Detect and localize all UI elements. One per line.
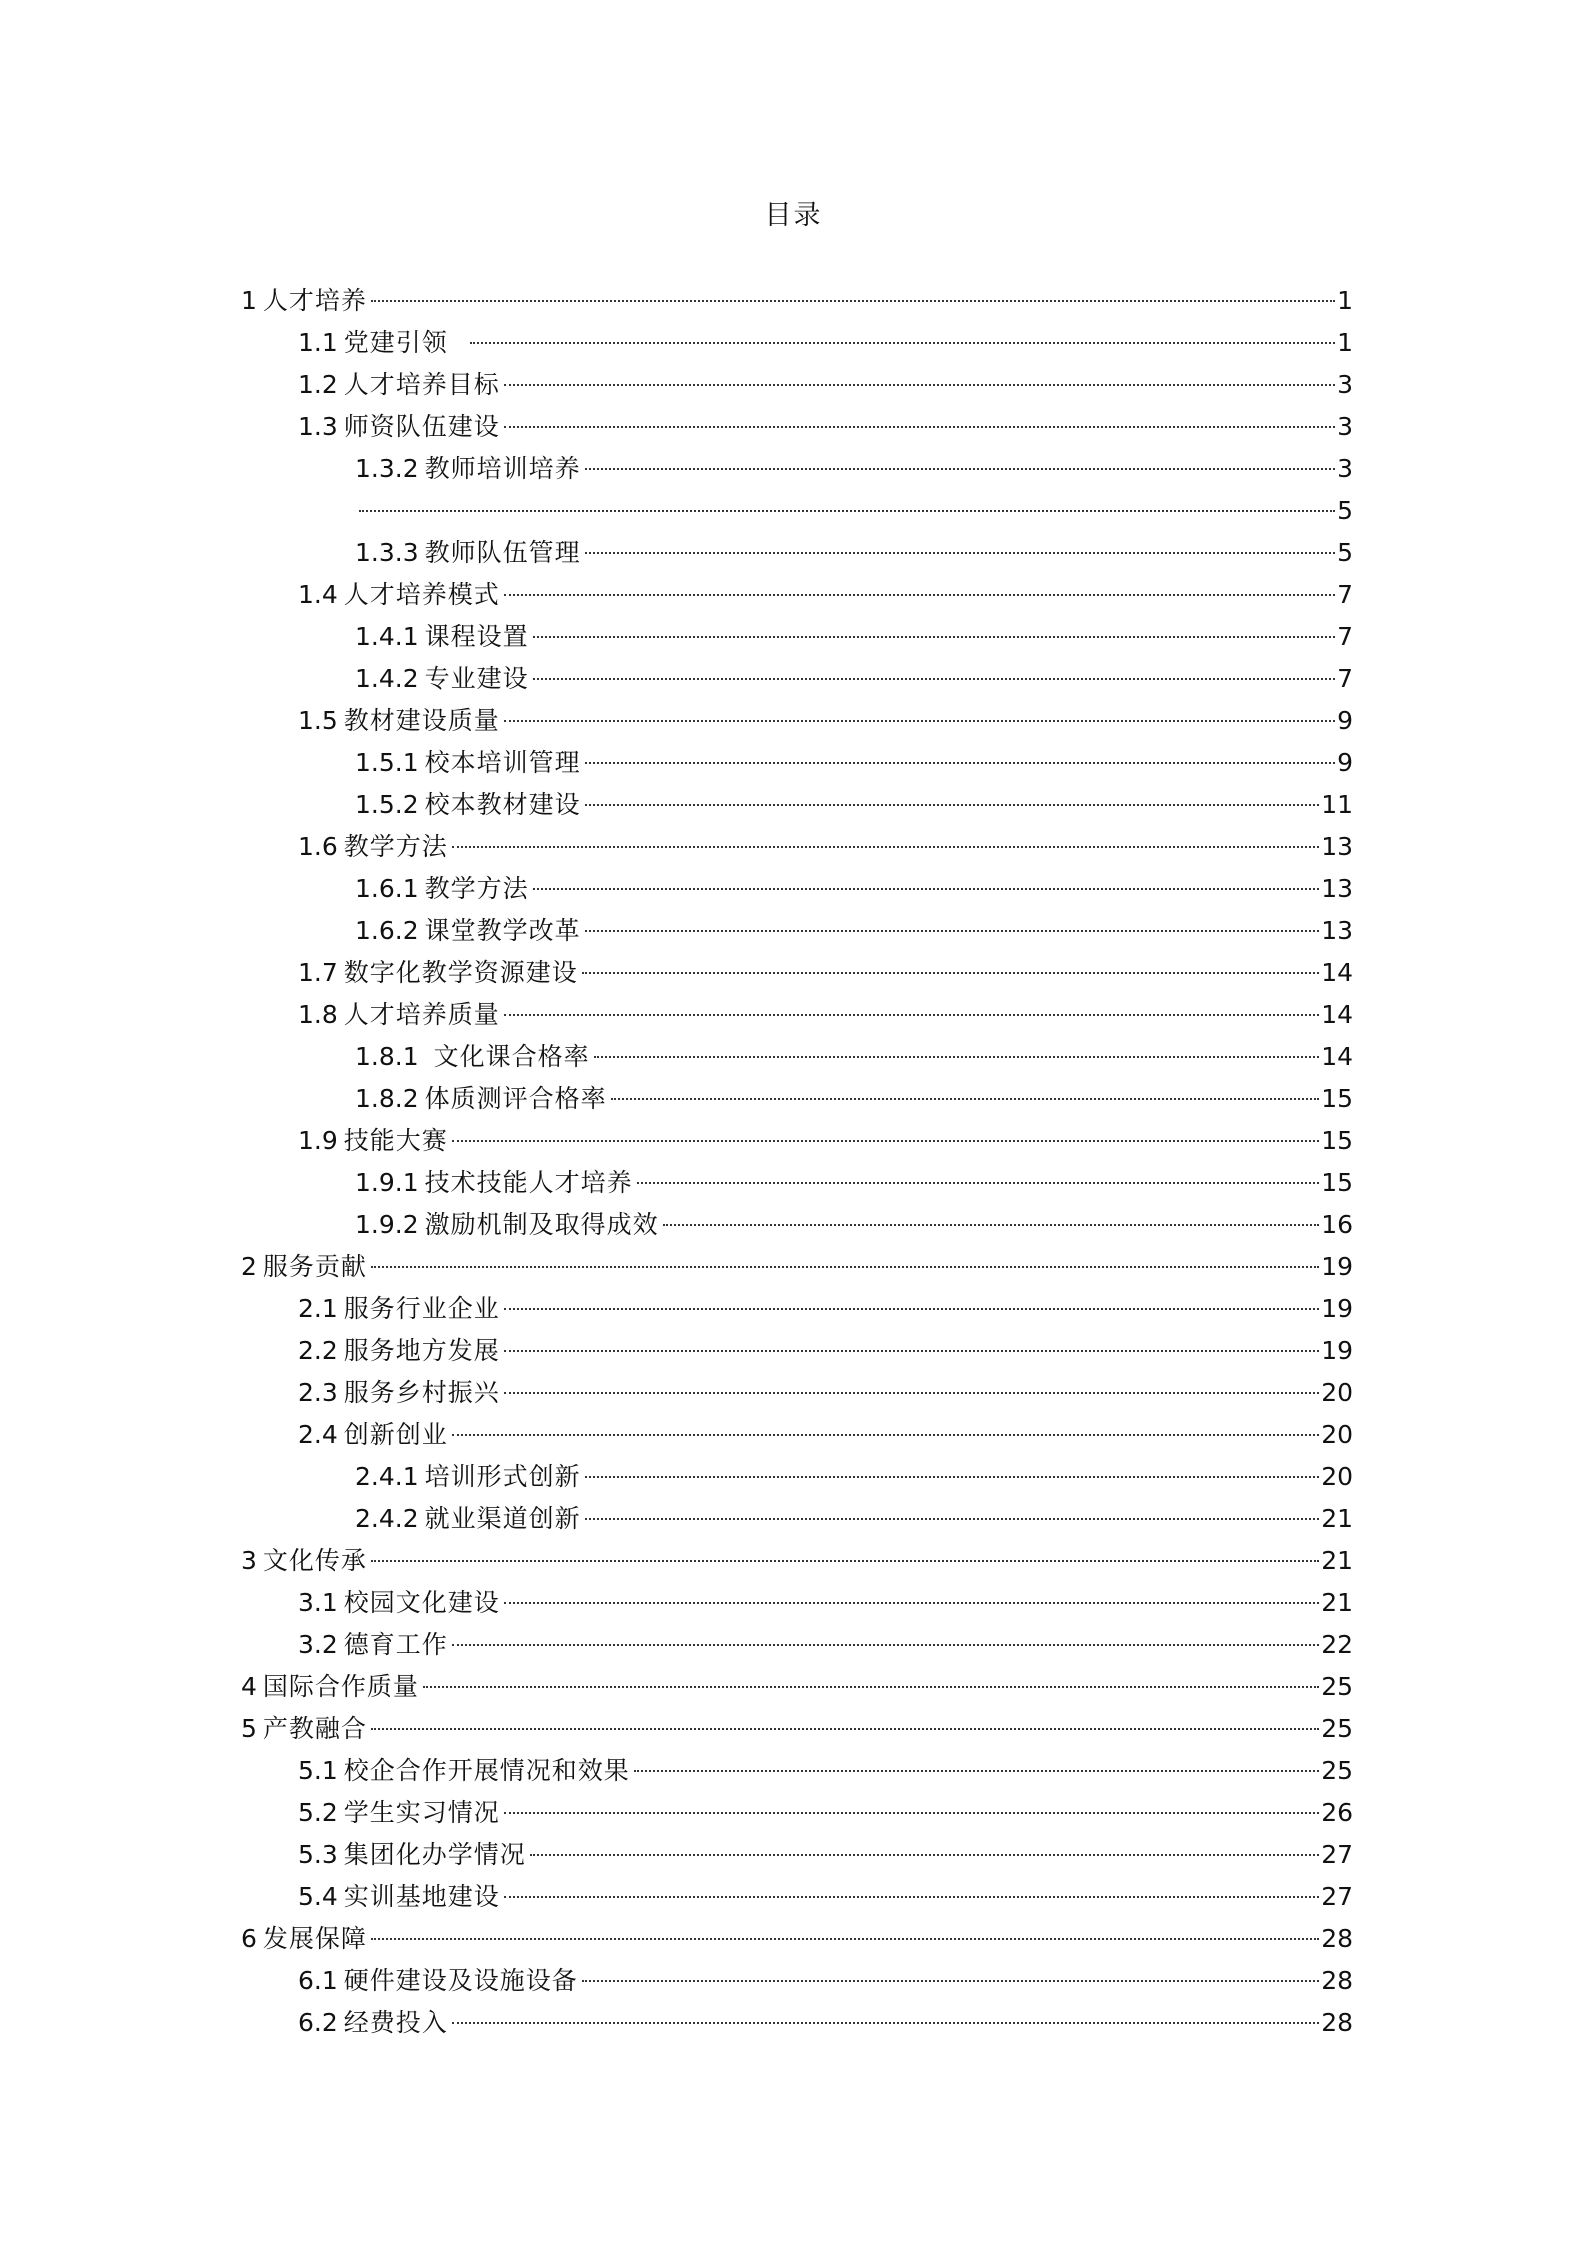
toc-dot-leader	[585, 1476, 1320, 1478]
toc-entry-row	[298, 1876, 1353, 1918]
toc-entry-number: 1.3.3	[355, 538, 419, 567]
toc-entry[interactable]	[0, 826, 1587, 868]
toc-dot-leader	[452, 1644, 1319, 1646]
toc-entry-text: 学生实习情况	[343, 1798, 500, 1827]
toc-entry[interactable]	[0, 1540, 1587, 1582]
toc-dot-leader	[611, 1098, 1320, 1100]
toc-entry[interactable]	[0, 1414, 1587, 1456]
toc-entry-row	[355, 1162, 1353, 1204]
toc-entry-text: 人才培养	[262, 286, 367, 315]
toc-entry-number: 1.9.1	[355, 1168, 419, 1197]
toc-entry-page-number: 19	[1321, 1294, 1353, 1323]
toc-entry-text: 产教融合	[262, 1714, 367, 1743]
toc-entry-number: 1.3	[298, 412, 338, 441]
toc-entry-row	[355, 658, 1353, 700]
toc-dot-leader	[504, 1812, 1319, 1814]
toc-dot-leader	[663, 1224, 1320, 1226]
toc-dot-leader	[533, 678, 1335, 680]
toc-entry-text: 服务地方发展	[343, 1336, 500, 1365]
toc-entry-page-number: 26	[1321, 1798, 1353, 1827]
toc-entry-number: 1.9.2	[355, 1210, 419, 1239]
toc-entry-page-number: 1	[1337, 328, 1353, 357]
toc-entry[interactable]	[0, 1120, 1587, 1162]
toc-dot-leader	[371, 1560, 1319, 1562]
toc-dot-leader	[504, 1392, 1319, 1394]
toc-entry-row	[355, 1036, 1353, 1078]
toc-entry-text: 课程设置	[424, 622, 529, 651]
toc-entry-row	[298, 826, 1353, 868]
toc-dot-leader	[582, 972, 1319, 974]
toc-entry-row	[298, 1414, 1353, 1456]
toc-dot-leader	[533, 888, 1320, 890]
toc-entry-number: 1.6.1	[355, 874, 419, 903]
toc-entry-row	[241, 1918, 1353, 1960]
toc-entry-text: 专业建设	[424, 664, 529, 693]
toc-entry-text: 培训形式创新	[424, 1462, 581, 1491]
toc-dot-leader	[359, 510, 1335, 512]
toc-entry-text: 经费投入	[343, 2008, 448, 2037]
toc-entry-row	[241, 1540, 1353, 1582]
toc-entry-text: 校本教材建设	[424, 790, 581, 819]
toc-entry-row	[355, 490, 1353, 532]
toc-entry-text: 师资队伍建设	[343, 412, 500, 441]
toc-entry-page-number: 13	[1321, 874, 1353, 903]
toc-dot-leader	[585, 762, 1335, 764]
toc-entry-page-number: 11	[1321, 790, 1353, 819]
toc-entry[interactable]	[0, 2002, 1587, 2044]
toc-entry-text: 人才培养质量	[343, 1000, 500, 1029]
toc-entry-text: 技能大赛	[343, 1126, 448, 1155]
toc-dot-leader	[634, 1770, 1319, 1772]
toc-entry-row	[355, 1456, 1353, 1498]
toc-entry-page-number: 19	[1321, 1336, 1353, 1365]
toc-entry-text: 校园文化建设	[343, 1588, 500, 1617]
toc-dot-leader	[504, 1896, 1319, 1898]
toc-entry-text: 文化传承	[262, 1546, 367, 1575]
toc-dot-leader	[594, 1056, 1320, 1058]
toc-entry-row	[298, 406, 1353, 448]
toc-entry-row	[298, 1750, 1353, 1792]
toc-entry-page-number: 20	[1321, 1420, 1353, 1449]
toc-entry-number: 1.7	[298, 958, 338, 987]
toc-entry[interactable]	[0, 1834, 1587, 1876]
toc-dot-leader	[452, 2022, 1319, 2024]
toc-entry[interactable]	[0, 616, 1587, 658]
toc-entry-text: 集团化办学情况	[343, 1840, 526, 1869]
toc-entry-row	[298, 994, 1353, 1036]
toc-entry-page-number: 5	[1337, 496, 1353, 525]
toc-entry-number: 1.4.2	[355, 664, 419, 693]
toc-entry[interactable]	[0, 700, 1587, 742]
toc-entry[interactable]	[0, 1288, 1587, 1330]
toc-entry-number: 1.6	[298, 832, 338, 861]
toc-dot-leader	[504, 594, 1335, 596]
toc-entry-page-number: 19	[1321, 1252, 1353, 1281]
toc-entry-page-number: 3	[1337, 370, 1353, 399]
toc-entry-text: 人才培养目标	[343, 370, 500, 399]
toc-list	[0, 280, 1587, 2044]
toc-entry[interactable]	[0, 1960, 1587, 2002]
toc-entry-page-number: 14	[1321, 958, 1353, 987]
toc-entry-row	[298, 1372, 1353, 1414]
toc-entry-text: 实训基地建设	[343, 1882, 500, 1911]
toc-dot-leader	[530, 1854, 1319, 1856]
toc-entry-text: 服务贡献	[262, 1252, 367, 1281]
toc-entry-number: 6.2	[298, 2008, 338, 2037]
toc-entry[interactable]	[0, 364, 1587, 406]
toc-entry[interactable]	[0, 1750, 1587, 1792]
toc-entry-text: 教师培训培养	[424, 454, 581, 483]
toc-entry-row	[241, 1666, 1353, 1708]
toc-entry[interactable]	[0, 322, 1587, 364]
toc-entry-page-number: 7	[1337, 580, 1353, 609]
toc-dot-leader	[585, 804, 1320, 806]
toc-entry[interactable]	[0, 1708, 1587, 1750]
toc-entry-text: 教学方法	[424, 874, 529, 903]
toc-entry-number: 5.3	[298, 1840, 338, 1869]
toc-entry-number: 2	[241, 1252, 257, 1281]
toc-dot-leader	[371, 1728, 1319, 1730]
toc-entry-number: 1.5.2	[355, 790, 419, 819]
toc-dot-leader	[504, 426, 1335, 428]
toc-dot-leader	[585, 1518, 1320, 1520]
toc-entry[interactable]	[0, 952, 1587, 994]
toc-entry[interactable]	[0, 574, 1587, 616]
toc-entry-text: 人才培养模式	[343, 580, 500, 609]
toc-entry-page-number: 7	[1337, 622, 1353, 651]
toc-entry-page-number: 25	[1321, 1714, 1353, 1743]
toc-entry[interactable]	[0, 1078, 1587, 1120]
toc-entry-number: 1.1	[298, 328, 338, 357]
toc-entry-number: 1.3.2	[355, 454, 419, 483]
toc-entry-text: 文化课合格率	[424, 1042, 590, 1071]
toc-dot-leader	[371, 1938, 1319, 1940]
toc-dot-leader	[452, 1140, 1319, 1142]
toc-entry-text: 德育工作	[343, 1630, 448, 1659]
toc-entry-text: 发展保障	[262, 1924, 367, 1953]
toc-entry[interactable]	[0, 1036, 1587, 1078]
toc-entry[interactable]	[0, 1666, 1587, 1708]
toc-entry[interactable]	[0, 658, 1587, 700]
toc-entry-number: 5	[241, 1714, 257, 1743]
toc-dot-leader	[504, 1602, 1319, 1604]
toc-entry[interactable]	[0, 1624, 1587, 1666]
toc-entry-page-number: 25	[1321, 1756, 1353, 1785]
toc-entry-row	[298, 952, 1353, 994]
toc-entry-page-number: 20	[1321, 1378, 1353, 1407]
toc-entry-row	[241, 1246, 1353, 1288]
toc-entry[interactable]	[0, 1876, 1587, 1918]
toc-entry-number: 1.9	[298, 1126, 338, 1155]
toc-entry[interactable]	[0, 1330, 1587, 1372]
toc-entry-row	[298, 2002, 1353, 2044]
toc-entry-number: 1.6.2	[355, 916, 419, 945]
toc-entry[interactable]	[0, 490, 1587, 532]
toc-entry[interactable]	[0, 1246, 1587, 1288]
toc-entry-page-number: 15	[1321, 1126, 1353, 1155]
toc-entry-number: 6	[241, 1924, 257, 1953]
toc-entry-row	[298, 1582, 1353, 1624]
toc-entry-page-number: 21	[1321, 1588, 1353, 1617]
toc-entry-row	[298, 1792, 1353, 1834]
toc-dot-leader	[504, 720, 1335, 722]
toc-entry-number: 2.4	[298, 1420, 338, 1449]
toc-entry[interactable]	[0, 406, 1587, 448]
toc-entry-text: 教师队伍管理	[424, 538, 581, 567]
toc-entry-page-number: 21	[1321, 1546, 1353, 1575]
toc-entry[interactable]	[0, 742, 1587, 784]
toc-entry[interactable]	[0, 1582, 1587, 1624]
toc-entry-number: 3.2	[298, 1630, 338, 1659]
toc-entry-row	[298, 1330, 1353, 1372]
toc-entry-row	[298, 1288, 1353, 1330]
toc-dot-leader	[423, 1686, 1319, 1688]
toc-entry-row	[241, 280, 1353, 322]
toc-entry-text: 数字化教学资源建设	[343, 958, 578, 987]
toc-dot-leader	[452, 846, 1319, 848]
toc-entry-page-number: 9	[1337, 706, 1353, 735]
toc-entry-number: 2.2	[298, 1336, 338, 1365]
toc-entry-row	[298, 1960, 1353, 2002]
toc-entry-text: 党建引领	[343, 328, 466, 357]
toc-entry-page-number: 7	[1337, 664, 1353, 693]
toc-entry-row	[298, 322, 1353, 364]
toc-entry-page-number: 13	[1321, 832, 1353, 861]
toc-entry-page-number: 1	[1337, 286, 1353, 315]
toc-entry-page-number: 27	[1321, 1840, 1353, 1869]
toc-entry-row	[298, 1834, 1353, 1876]
toc-dot-leader	[533, 636, 1335, 638]
toc-entry-text: 国际合作质量	[262, 1672, 419, 1701]
toc-entry-number: 5.4	[298, 1882, 338, 1911]
toc-entry-page-number: 22	[1321, 1630, 1353, 1659]
toc-entry[interactable]	[0, 1456, 1587, 1498]
toc-entry-number: 3.1	[298, 1588, 338, 1617]
toc-entry-page-number: 3	[1337, 454, 1353, 483]
toc-entry-page-number: 13	[1321, 916, 1353, 945]
toc-entry-number: 2.4.2	[355, 1504, 419, 1533]
toc-dot-leader	[470, 342, 1335, 344]
toc-entry-number: 1.5.1	[355, 748, 419, 777]
toc-entry-page-number: 3	[1337, 412, 1353, 441]
toc-entry-row	[355, 784, 1353, 826]
toc-entry-page-number: 28	[1321, 2008, 1353, 2037]
toc-entry-number: 2.3	[298, 1378, 338, 1407]
toc-entry-text: 校本培训管理	[424, 748, 581, 777]
toc-dot-leader	[504, 1308, 1319, 1310]
toc-entry-page-number: 28	[1321, 1966, 1353, 1995]
toc-entry-page-number: 14	[1321, 1042, 1353, 1071]
toc-entry[interactable]	[0, 1792, 1587, 1834]
toc-entry[interactable]	[0, 784, 1587, 826]
toc-entry-row	[298, 574, 1353, 616]
toc-entry-text: 硬件建设及设施设备	[343, 1966, 578, 1995]
toc-entry-row	[355, 1498, 1353, 1540]
toc-entry-text: 服务乡村振兴	[343, 1378, 500, 1407]
toc-entry-text: 服务行业企业	[343, 1294, 500, 1323]
toc-entry-number: 2.1	[298, 1294, 338, 1323]
toc-entry-row	[355, 1078, 1353, 1120]
toc-entry-row	[298, 700, 1353, 742]
toc-entry[interactable]	[0, 448, 1587, 490]
toc-entry-number: 1.8.2	[355, 1084, 419, 1113]
toc-entry-number: 1.4	[298, 580, 338, 609]
toc-entry-row	[298, 1120, 1353, 1162]
toc-dot-leader	[585, 552, 1335, 554]
toc-entry-page-number: 27	[1321, 1882, 1353, 1911]
toc-entry[interactable]	[0, 1498, 1587, 1540]
toc-entry[interactable]	[0, 1204, 1587, 1246]
toc-entry-row	[355, 742, 1353, 784]
toc-dot-leader	[504, 384, 1335, 386]
toc-entry-page-number: 5	[1337, 538, 1353, 567]
toc-entry-number: 4	[241, 1672, 257, 1701]
toc-entry[interactable]	[0, 532, 1587, 574]
toc-entry-page-number: 25	[1321, 1672, 1353, 1701]
toc-entry-text: 教材建设质量	[343, 706, 500, 735]
toc-entry-page-number: 20	[1321, 1462, 1353, 1491]
toc-entry[interactable]	[0, 280, 1587, 322]
toc-entry-page-number: 9	[1337, 748, 1353, 777]
toc-dot-leader	[585, 930, 1320, 932]
toc-entry-row	[355, 448, 1353, 490]
toc-entry-text: 创新创业	[343, 1420, 448, 1449]
toc-entry-number: 1.8	[298, 1000, 338, 1029]
toc-entry-page-number: 15	[1321, 1168, 1353, 1197]
toc-entry-number: 1.8.1	[355, 1042, 419, 1071]
toc-entry-row	[355, 616, 1353, 658]
toc-entry-page-number: 15	[1321, 1084, 1353, 1113]
toc-dot-leader	[585, 468, 1335, 470]
toc-entry-row	[241, 1708, 1353, 1750]
toc-entry-number: 6.1	[298, 1966, 338, 1995]
toc-entry[interactable]	[0, 868, 1587, 910]
toc-entry-text: 课堂教学改革	[424, 916, 581, 945]
toc-entry-number: 5.2	[298, 1798, 338, 1827]
toc-entry-page-number: 16	[1321, 1210, 1353, 1239]
toc-entry[interactable]	[0, 994, 1587, 1036]
toc-dot-leader	[637, 1182, 1320, 1184]
toc-entry[interactable]	[0, 910, 1587, 952]
toc-entry[interactable]	[0, 1162, 1587, 1204]
toc-entry-row	[298, 364, 1353, 406]
toc-dot-leader	[452, 1434, 1319, 1436]
toc-dot-leader	[504, 1014, 1319, 1016]
toc-entry-page-number: 14	[1321, 1000, 1353, 1029]
toc-entry-text: 技术技能人才培养	[424, 1168, 633, 1197]
toc-dot-leader	[504, 1350, 1319, 1352]
toc-entry[interactable]	[0, 1918, 1587, 1960]
toc-entry-text: 校企合作开展情况和效果	[343, 1756, 630, 1785]
toc-title: 目录	[764, 200, 823, 231]
toc-dot-leader	[371, 1266, 1319, 1268]
toc-entry-text: 激励机制及取得成效	[424, 1210, 659, 1239]
toc-entry-page-number: 21	[1321, 1504, 1353, 1533]
toc-entry-number: 3	[241, 1546, 257, 1575]
toc-entry-number: 1	[241, 286, 257, 315]
toc-dot-leader	[371, 300, 1335, 302]
toc-dot-leader	[582, 1980, 1319, 1982]
toc-entry-number: 1.2	[298, 370, 338, 399]
toc-entry-text: 教学方法	[343, 832, 448, 861]
toc-entry-number: 1.5	[298, 706, 338, 735]
toc-entry-row	[355, 910, 1353, 952]
toc-entry-page-number: 28	[1321, 1924, 1353, 1953]
toc-entry-row	[355, 532, 1353, 574]
toc-entry-text: 就业渠道创新	[424, 1504, 581, 1533]
toc-entry-number: 5.1	[298, 1756, 338, 1785]
toc-entry-row	[298, 1624, 1353, 1666]
toc-entry[interactable]	[0, 1372, 1587, 1414]
toc-entry-number: 2.4.1	[355, 1462, 419, 1491]
toc-entry-number: 1.4.1	[355, 622, 419, 651]
toc-entry-text: 体质测评合格率	[424, 1084, 607, 1113]
toc-entry-row	[355, 1204, 1353, 1246]
toc-entry-row	[355, 868, 1353, 910]
